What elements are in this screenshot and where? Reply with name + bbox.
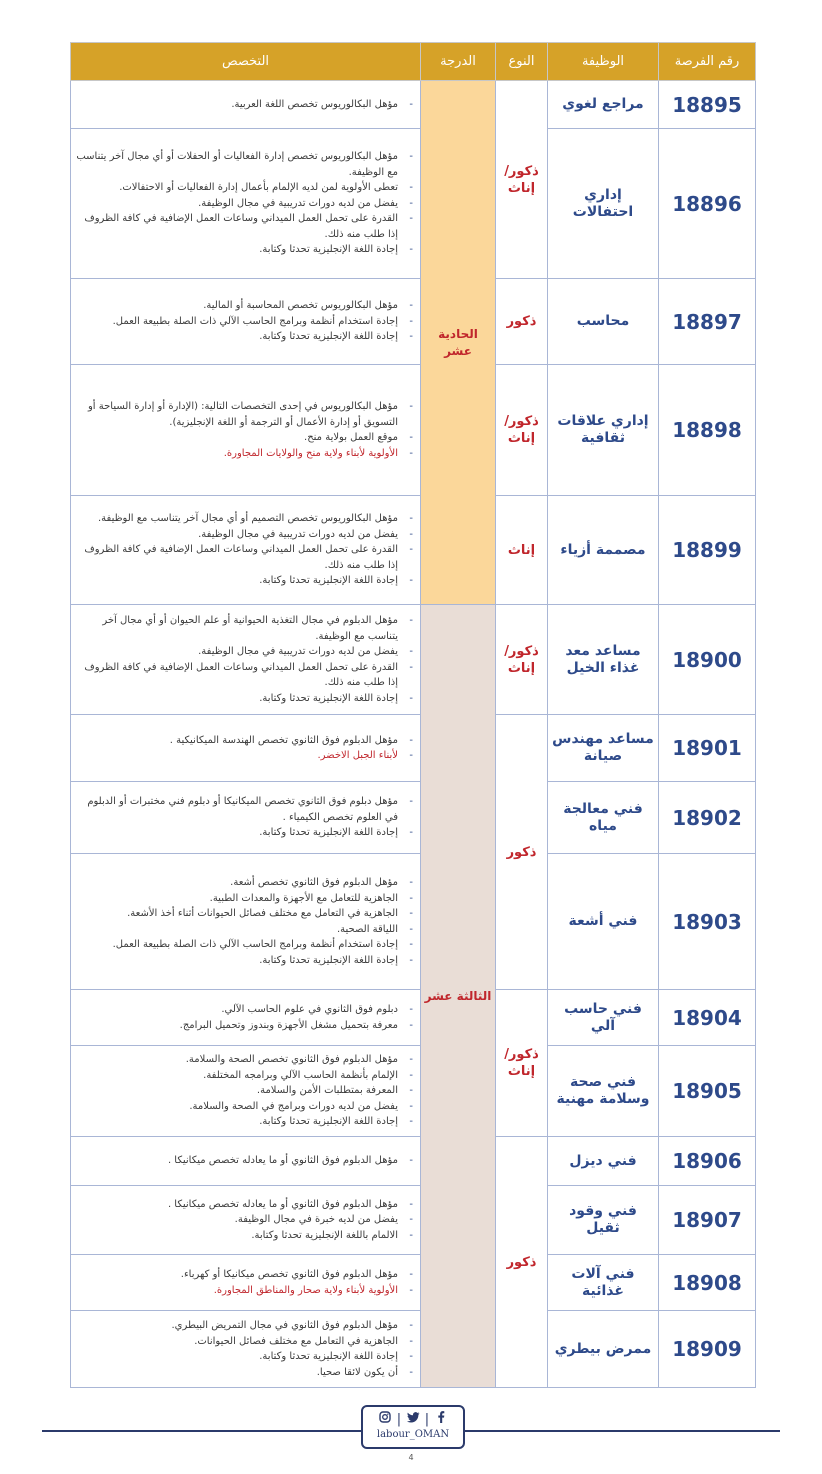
job-title: فني ديزل bbox=[548, 1137, 659, 1186]
opportunity-number: 18896 bbox=[659, 129, 756, 279]
spec-item: - الجاهزية في التعامل مع مختلف فصائل الحيوانات. bbox=[75, 1334, 414, 1350]
spec-item: - معرفة بتحميل مشغل الأجهزة وبندوز وتحميل البرامج. bbox=[75, 1018, 414, 1034]
jobs-table bbox=[70, 42, 756, 1388]
spec-item: - يفضل من لديه دورات تدريبية في مجال الوظيفة. bbox=[75, 527, 414, 543]
spec-item: - المعرفة بمتطلبات الأمن والسلامة. bbox=[75, 1083, 414, 1099]
spec-item: - إجادة اللغة الإنجليزية تحدثا وكتابة. bbox=[75, 329, 414, 345]
gender-type: ذكور/ إناث bbox=[496, 605, 548, 715]
spec-item: - مؤهل البكالوريوس تخصص المحاسبة أو المالية. bbox=[75, 298, 414, 314]
spec-item: - مؤهل البكالوريوس في إحدى التخصصات التالية: (الإدارة أو إدارة السياحة أو التسويق أو إدارة الأعمال أو الترجمة أو اللغة الإنجليزية). bbox=[75, 399, 414, 430]
divider-icon: | bbox=[396, 1412, 402, 1427]
spec-item: - إجادة اللغة الإنجليزية تحدثا وكتابة. bbox=[75, 691, 414, 707]
spec-item: - القدرة على تحمل العمل الميداني وساعات العمل الإضافية في كافة الظروف إذا طلب منه ذلك. bbox=[75, 542, 414, 573]
footer-divider-left bbox=[42, 1430, 362, 1432]
spec-item: - إجادة اللغة الإنجليزية تحدثا وكتابة. bbox=[75, 242, 414, 258]
opportunity-number: 18909 bbox=[659, 1311, 756, 1388]
spec-item: - أن يكون لائقا صحيا. bbox=[75, 1365, 414, 1381]
opportunity-number: 18908 bbox=[659, 1255, 756, 1311]
spec-item: - إجادة اللغة الإنجليزية تحدثا وكتابة. bbox=[75, 1349, 414, 1365]
header-opportunity-no: رقم الفرصة bbox=[659, 43, 756, 81]
gender-type: ذكور/ إناث bbox=[496, 365, 548, 496]
job-title: محاسب bbox=[548, 279, 659, 365]
spec-item: - الإلمام بأنظمة الحاسب الآلي وبرامجه المختلفة. bbox=[75, 1068, 414, 1084]
table-row bbox=[71, 854, 756, 990]
opportunity-number: 18895 bbox=[659, 81, 756, 129]
spec-item: - القدرة على تحمل العمل الميداني وساعات العمل الإضافية في كافة الظروف إذا طلب منه ذلك. bbox=[75, 660, 414, 691]
spec-item: - إجادة استخدام أنظمة وبرامج الحاسب الآلي ذات الصلة بطبيعة العمل. bbox=[75, 937, 414, 953]
job-title: فني وقود ثقيل bbox=[548, 1186, 659, 1255]
header-specialization: التخصص bbox=[71, 43, 421, 81]
spec-item: - مؤهل البكالوريوس تخصص التصميم أو أي مجال آخر يتناسب مع الوظيفة. bbox=[75, 511, 414, 527]
opportunity-number: 18903 bbox=[659, 854, 756, 990]
grade-label: الثالثة عشر bbox=[424, 988, 492, 1003]
job-title: فني أشعة bbox=[548, 854, 659, 990]
gender-type: إناث bbox=[496, 496, 548, 605]
social-icons bbox=[363, 1411, 463, 1427]
table-row bbox=[71, 81, 756, 129]
social-badge bbox=[361, 1405, 465, 1449]
spec-item: - مؤهل الدبلوم فوق الثانوي تخصص ميكانيكا أو كهرباء. bbox=[75, 1267, 414, 1283]
instagram-icon[interactable] bbox=[374, 1411, 396, 1427]
spec-item: - مؤهل البكالوريوس تخصص اللغة العربية. bbox=[75, 97, 414, 113]
spec-item-priority: - الأولوية لأبناء ولاية منح والولايات المجاورة. bbox=[75, 446, 414, 462]
spec-item: - مؤهل دبلوم فوق الثانوي تخصص الميكانيكا أو دبلوم فني مختبرات أو الدبلوم في العلوم تخصص الكيمياء . bbox=[75, 794, 414, 825]
specialization bbox=[71, 1186, 421, 1255]
job-title: فني معالجة مياه bbox=[548, 782, 659, 854]
opportunity-number: 18897 bbox=[659, 279, 756, 365]
grade-eleventh bbox=[421, 81, 496, 605]
spec-item-priority: - لأبناء الجبل الاخضر. bbox=[75, 748, 414, 764]
spec-item: - اللياقة الصحية. bbox=[75, 922, 414, 938]
facebook-icon[interactable] bbox=[430, 1411, 452, 1427]
spec-item: - القدرة على تحمل العمل الميداني وساعات العمل الإضافية في كافة الظروف إذا طلب منه ذلك. bbox=[75, 211, 414, 242]
page-number: 4 bbox=[408, 1453, 414, 1462]
specialization bbox=[71, 1311, 421, 1388]
specialization bbox=[71, 1046, 421, 1137]
spec-item: - دبلوم فوق الثانوي في علوم الحاسب الآلي. bbox=[75, 1002, 414, 1018]
table-row bbox=[71, 782, 756, 854]
opportunity-number: 18900 bbox=[659, 605, 756, 715]
opportunity-number: 18901 bbox=[659, 715, 756, 782]
table-row bbox=[71, 715, 756, 782]
specialization bbox=[71, 365, 421, 496]
gender-type: ذكور/ إناث bbox=[496, 990, 548, 1137]
spec-item: - يفضل من لديه خبرة في مجال الوظيفة. bbox=[75, 1212, 414, 1228]
grade-label: الحادية عشر bbox=[438, 326, 478, 358]
job-title: مساعد مهندس صيانة bbox=[548, 715, 659, 782]
opportunity-number: 18902 bbox=[659, 782, 756, 854]
header-type: النوع bbox=[496, 43, 548, 81]
table-row bbox=[71, 605, 756, 715]
specialization bbox=[71, 1137, 421, 1186]
spec-item: - تعطى الأولوية لمن لديه الإلمام بأعمال إدارة الفعاليات أو الاحتفالات. bbox=[75, 180, 414, 196]
table-row bbox=[71, 1137, 756, 1186]
spec-item: - إجادة اللغة الإنجليزية تحدثا وكتابة. bbox=[75, 825, 414, 841]
spec-item: - مؤهل الدبلوم فوق الثانوي تخصص الهندسة الميكانيكية . bbox=[75, 733, 414, 749]
gender-type: ذكور bbox=[496, 1137, 548, 1388]
job-title: إداري علاقات ثقافية bbox=[548, 365, 659, 496]
table-row bbox=[71, 365, 756, 496]
job-title: مراجع لغوي bbox=[548, 81, 659, 129]
specialization bbox=[71, 782, 421, 854]
job-title: فني آلات غذائية bbox=[548, 1255, 659, 1311]
job-title: مصممة أزياء bbox=[548, 496, 659, 605]
spec-item: - مؤهل الدبلوم فوق الثانوي تخصص الصحة والسلامة. bbox=[75, 1052, 414, 1068]
table-row bbox=[71, 496, 756, 605]
table-header-row bbox=[71, 43, 756, 81]
social-handle: labour_OMAN bbox=[376, 1429, 450, 1440]
divider-icon: | bbox=[424, 1412, 430, 1427]
spec-item: - مؤهل الدبلوم فوق الثانوي أو ما يعادله تخصص ميكانيكا . bbox=[75, 1153, 414, 1169]
gender-type: ذكور bbox=[496, 715, 548, 990]
twitter-icon[interactable] bbox=[402, 1412, 424, 1427]
footer-divider-right bbox=[462, 1430, 780, 1432]
spec-item: - مؤهل البكالوريوس تخصص إدارة الفعاليات أو الحفلات أو أي مجال آخر يتناسب مع الوظيفة. bbox=[75, 149, 414, 180]
specialization bbox=[71, 129, 421, 279]
opportunity-number: 18899 bbox=[659, 496, 756, 605]
specialization bbox=[71, 715, 421, 782]
table-row bbox=[71, 279, 756, 365]
table-row bbox=[71, 990, 756, 1046]
job-title: فني حاسب آلي bbox=[548, 990, 659, 1046]
job-title: مساعد معد غذاء الخيل bbox=[548, 605, 659, 715]
table-row bbox=[71, 129, 756, 279]
specialization bbox=[71, 496, 421, 605]
job-title: فني صحة وسلامة مهنية bbox=[548, 1046, 659, 1137]
specialization bbox=[71, 81, 421, 129]
opportunity-number: 18905 bbox=[659, 1046, 756, 1137]
spec-item: - إجادة اللغة الإنجليزية تحدثا وكتابة. bbox=[75, 573, 414, 589]
spec-item: - الالمام باللغة الإنجليزية تحدثا وكتابة. bbox=[75, 1228, 414, 1244]
spec-item: - يفضل من لديه دورات تدريبية في مجال الوظيفة. bbox=[75, 196, 414, 212]
opportunity-number: 18898 bbox=[659, 365, 756, 496]
gender-type: ذكور/ إناث bbox=[496, 81, 548, 279]
spec-item: - الجاهزية للتعامل مع الأجهزة والمعدات الطبية. bbox=[75, 891, 414, 907]
job-title: إداري احتفالات bbox=[548, 129, 659, 279]
spec-item: - يفضل من لديه دورات تدريبية في مجال الوظيفة. bbox=[75, 644, 414, 660]
table-row bbox=[71, 1046, 756, 1137]
opportunity-number: 18907 bbox=[659, 1186, 756, 1255]
spec-item: - مؤهل الدبلوم فوق الثانوي تخصص أشعة. bbox=[75, 875, 414, 891]
specialization bbox=[71, 605, 421, 715]
specialization bbox=[71, 990, 421, 1046]
header-job: الوظيفة bbox=[548, 43, 659, 81]
specialization bbox=[71, 854, 421, 990]
table-row bbox=[71, 1255, 756, 1311]
grade-thirteenth bbox=[421, 605, 496, 1388]
specialization bbox=[71, 1255, 421, 1311]
opportunity-number: 18904 bbox=[659, 990, 756, 1046]
opportunity-number: 18906 bbox=[659, 1137, 756, 1186]
specialization bbox=[71, 279, 421, 365]
spec-item-priority: - الأولوية لأبناء ولاية صحار والمناطق المجاورة. bbox=[75, 1283, 414, 1299]
header-grade: الدرجة bbox=[421, 43, 496, 81]
table-row bbox=[71, 1186, 756, 1255]
spec-item: - مؤهل الدبلوم في مجال التغذية الحيوانية أو علم الحيوان أو أي مجال آخر يتناسب مع الوظيفة. bbox=[75, 613, 414, 644]
spec-item: - موقع العمل بولاية منح. bbox=[75, 430, 414, 446]
spec-item: - إجادة اللغة الإنجليزية تحدثا وكتابة. bbox=[75, 953, 414, 969]
table-row bbox=[71, 1311, 756, 1388]
spec-item: - يفضل من لديه دورات وبرامج في الصحة والسلامة. bbox=[75, 1099, 414, 1115]
spec-item: - إجادة اللغة الإنجليزية تحدثا وكتابة. bbox=[75, 1114, 414, 1130]
gender-type: ذكور bbox=[496, 279, 548, 365]
spec-item: - إجادة استخدام أنظمة وبرامج الحاسب الآلي ذات الصلة بطبيعة العمل. bbox=[75, 314, 414, 330]
spec-item: - مؤهل الدبلوم فوق الثانوي أو ما يعادله تخصص ميكانيكا . bbox=[75, 1197, 414, 1213]
spec-item: - مؤهل الدبلوم فوق الثانوي في مجال التمريض البيطري. bbox=[75, 1318, 414, 1334]
job-title: ممرض بيطري bbox=[548, 1311, 659, 1388]
spec-item: - الجاهزية في التعامل مع مختلف فصائل الحيوانات أثناء أخذ الأشعة. bbox=[75, 906, 414, 922]
